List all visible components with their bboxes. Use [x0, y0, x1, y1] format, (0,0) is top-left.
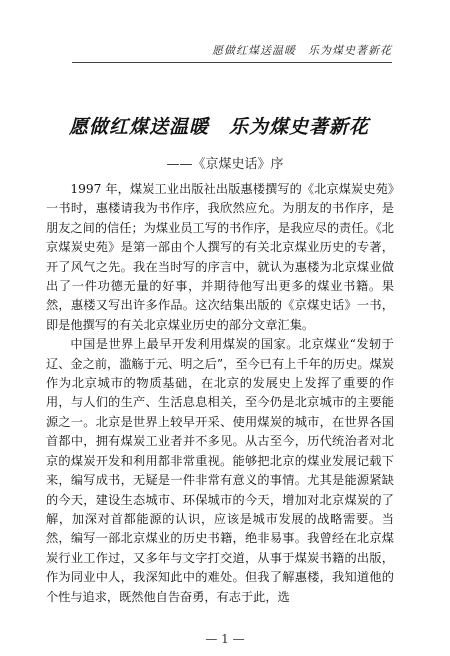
page-title: 愿做红煤送温暖 乐为煤史著新花 [68, 116, 369, 138]
page-subtitle: ——《京煤史话》序 [166, 157, 284, 172]
header-rule [72, 62, 392, 63]
paragraph: 中国是世界上最早开发利用煤炭的国家。北京煤业“发轫于辽、金之前，滥觞于元、明之后”，至今已有上千年的历史。煤炭作为北京城市的物质基础，在北京的发展史上发挥了重要的作用，与人们的生产、生活息息相关，至今仍是北京城市的主要能源之一。北京是世界上较早开采、使用煤炭的城市，在世界各国首都中，拥有煤炭工业者并不多见。从古至今，历代统治者对北京的煤炭开发和利用都非常重视。能够把北京的煤业发展记载下来，编写成书，无疑是一件非常有意义的事情。尤其是能源紧缺的今天，建设生态城市、环保城市的今天，增加对北京煤炭的了解，加深对首都能源的认识，应该是城市发展的战略需要。当然，编写一部北京煤业的历史书籍，绝非易事。我曾经在北京煤炭行业工作过，又多年与文字打交道，从事于煤炭书籍的出版，作为同业中人，我深知此中的难处。但我了解惠楼，我知道他的个性与追求，既然他自告奋勇，有志于此，选 [46, 337, 394, 604]
body-text [46, 180, 394, 607]
page-number: — 1 — [205, 632, 245, 646]
paragraph: 1997 年，煤炭工业出版社出版惠楼撰写的《北京煤炭史苑》一书时，惠楼请我为书作序，我欣然应允。为朋友的书作序，是朋友之间的信任；为煤业员工写的书作序，是我应尽的责任。《北京煤炭史苑》是第一部由个人撰写的有关北京煤业历史的专著，开了风气之先。我在当时写的序言中，就认为惠楼为北京煤业做出了一件功德无量的好事，并期待他写出更多的煤业书籍。果然，惠楼又写出许多作品。这次结集出版的《京煤史话》一书，即是他撰写的有关北京煤业历史的部分文章汇集。 [46, 182, 394, 332]
running-header: 愿做红煤送温暖 乐为煤史著新花 [212, 44, 392, 57]
